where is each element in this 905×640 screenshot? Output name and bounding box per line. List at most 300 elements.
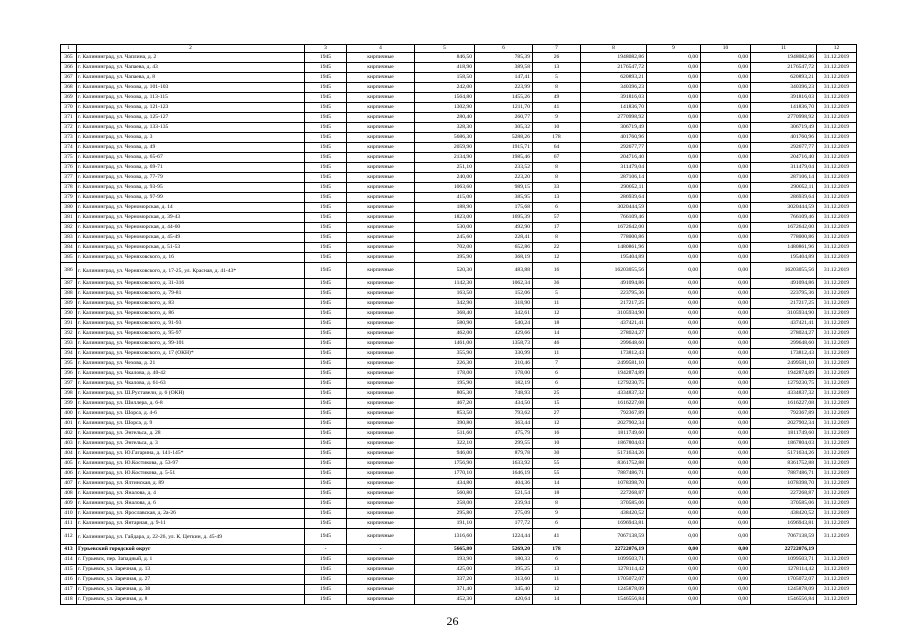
cell-residents-count: 9 [533,113,581,123]
cell-cost-col-10: 0,00 [701,349,751,359]
table-row [61,575,857,585]
cell-address: г. Калининград, ул. Чапаева, д. 8 [77,73,305,83]
cell-wall-material: кирпичные [347,103,415,113]
cell-cost-col-9: 0,00 [647,133,701,143]
cell-year-built: 1945 [305,63,347,73]
cell-row-number: 375 [61,153,77,163]
cell-year-built: 1945 [305,565,347,575]
cell-row-number: 386 [61,263,77,279]
cell-living-area: 483,88 [475,263,533,279]
cell-deadline-date: 31.12.2019 [817,479,857,489]
cell-year-built: 1945 [305,319,347,329]
cell-total-area: 467,20 [415,399,475,409]
cell-address: г. Калининград, ул. Ялтинская, д. 89 [77,479,305,489]
cell-cost-col-11: 290052,11 [751,183,817,193]
cell-deadline-date: 31.12.2019 [817,113,857,123]
cell-address: г. Калининград, ул. Ю.Костикова, д. 5-51 [77,469,305,479]
cell-cost-col-9: 0,00 [647,369,701,379]
cell-cost-col-11: 491094,86 [751,279,817,289]
cell-row-number: 382 [61,223,77,233]
cell-row-number: 377 [61,173,77,183]
cell-cost-col-9: 0,00 [647,153,701,163]
cell-row-number: 385 [61,253,77,263]
cell-cost-col-10: 0,00 [701,379,751,389]
cell-row-number: 415 [61,565,77,575]
cell-cost-col-9: 0,00 [647,319,701,329]
cell-cost-col-9: 0,00 [647,213,701,223]
cell-total-area: 2059,90 [415,143,475,153]
cell-address: г. Калининград, ул. Черноморская, д. 45-49 [77,233,305,243]
cell-total-cost: 3020444,59 [581,203,647,213]
cell-wall-material: кирпичные [347,223,415,233]
cell-row-number: 376 [61,163,77,173]
cell-deadline-date: 31.12.2019 [817,519,857,529]
cell-total-area: 511,60 [415,429,475,439]
cell-cost-col-10: 0,00 [701,565,751,575]
cell-living-area: 363,44 [475,419,533,429]
cell-cost-col-9: 0,00 [647,83,701,93]
cell-cost-col-9: 0,00 [647,253,701,263]
cell-wall-material: кирпичные [347,203,415,213]
cell-residents-count: 27 [533,409,581,419]
cell-address: г. Калининград, ул. Черняховского, д. 17 (ОКН)* [77,349,305,359]
cell-total-cost: 1811749,60 [581,429,647,439]
column-header-10: 10 [701,45,751,53]
cell-residents-count: 14 [533,479,581,489]
cell-address: г. Гурьевск, пер. Западный, д. 1 [77,555,305,565]
cell-year-built: 1945 [305,575,347,585]
table-row [61,459,857,469]
table-row [61,499,857,509]
cell-residents-count: 22 [533,243,581,253]
cell-cost-col-10: 0,00 [701,83,751,93]
table-row [61,509,857,519]
cell-address: г. Калининград, ул. Черняховского, д. 99-101 [77,339,305,349]
cell-total-area: 520,30 [415,263,475,279]
table-row [61,565,857,575]
cell-total-area: 1823,00 [415,213,475,223]
cell-cost-col-10: 0,00 [701,309,751,319]
cell-total-area: 245,60 [415,233,475,243]
cell-residents-count: 178 [533,133,581,143]
table-row [61,73,857,83]
cell-cost-col-9: 0,00 [647,565,701,575]
cell-deadline-date: 31.12.2019 [817,213,857,223]
cell-residents-count: 41 [533,529,581,545]
cell-address: г. Калининград, ул. Черняховского, д. 86 [77,309,305,319]
cell-cost-col-10: 0,00 [701,223,751,233]
cell-year-built: 1945 [305,53,347,63]
cell-residents-count: 64 [533,143,581,153]
cell-living-area: 1224,44 [475,529,533,545]
cell-cost-col-11: 5171634,26 [751,449,817,459]
cell-cost-col-10: 0,00 [701,143,751,153]
cell-total-area: 5665,80 [415,545,475,555]
cell-residents-count: 36 [533,279,581,289]
cell-total-cost: 2176547,72 [581,63,647,73]
cell-deadline-date: 31.12.2019 [817,123,857,133]
cell-address: г. Калининград, ул. Чехова, д. 113-115 [77,93,305,103]
cell-living-area: 147,41 [475,73,533,83]
cell-cost-col-10: 0,00 [701,319,751,329]
cell-year-built: 1945 [305,243,347,253]
cell-residents-count: 55 [533,469,581,479]
cell-row-number: 391 [61,319,77,329]
cell-total-area: 434,80 [415,479,475,489]
cell-total-area: 371,40 [415,585,475,595]
cell-row-number: 404 [61,449,77,459]
table-row [61,449,857,459]
cell-year-built: 1945 [305,183,347,193]
cell-deadline-date: 31.12.2019 [817,409,857,419]
cell-row-number: 398 [61,389,77,399]
cell-living-area: 434,50 [475,399,533,409]
cell-wall-material: кирпичные [347,469,415,479]
table-row [61,183,857,193]
table-row [61,153,857,163]
cell-total-area: 355,90 [415,349,475,359]
cell-address: г. Калининград, ул. Яналова, д. 4 [77,489,305,499]
cell-wall-material: кирпичные [347,279,415,289]
cell-row-number: 416 [61,575,77,585]
cell-cost-col-9: 0,00 [647,63,701,73]
cell-living-area: 1633,92 [475,459,533,469]
cell-total-cost: 286939,64 [581,193,647,203]
cell-cost-col-11: 1672642,00 [751,223,817,233]
cell-wall-material: кирпичные [347,93,415,103]
cell-year-built: 1945 [305,299,347,309]
cell-total-area: 280,40 [415,113,475,123]
cell-year-built: 1945 [305,309,347,319]
cell-residents-count: 55 [533,459,581,469]
cell-row-number: 402 [61,429,77,439]
cell-living-area: 5288,26 [475,133,533,143]
cell-cost-col-11: 278024,27 [751,329,817,339]
cell-address: г. Калининград, ул. Чехова, д. 65-67 [77,153,305,163]
cell-wall-material: кирпичные [347,489,415,499]
cell-deadline-date: 31.12.2019 [817,389,857,399]
cell-wall-material: кирпичные [347,193,415,203]
cell-residents-count: 67 [533,153,581,163]
cell-year-built: 1945 [305,233,347,243]
cell-row-number: 399 [61,399,77,409]
cell-residents-count: 12 [533,309,581,319]
cell-total-area: 946,00 [415,449,475,459]
cell-living-area: 385,95 [475,193,533,203]
cell-year-built: 1945 [305,449,347,459]
cell-deadline-date: 31.12.2019 [817,133,857,143]
table-row [61,439,857,449]
table-row [61,469,857,479]
cell-address: г. Калининград, ул. Чаплина, д. 2 [77,53,305,63]
cell-cost-col-9: 0,00 [647,299,701,309]
cell-row-number: 413 [61,545,77,555]
cell-cost-col-10: 0,00 [701,193,751,203]
cell-cost-col-10: 0,00 [701,63,751,73]
cell-deadline-date: 31.12.2019 [817,489,857,499]
cell-address: г. Калининград, ул. Черноморская, д. 51-53 [77,243,305,253]
cell-total-cost: 1480861,96 [581,243,647,253]
cell-total-cost: 5171634,26 [581,449,647,459]
cell-wall-material: кирпичные [347,509,415,519]
table-row [61,113,857,123]
cell-address: г. Калининград, ул. Ю.Гагарина, д. 141-145* [77,449,305,459]
cell-deadline-date: 31.12.2019 [817,449,857,459]
table-row [61,545,857,555]
cell-total-area: 242,00 [415,83,475,93]
cell-row-number: 372 [61,123,77,133]
cell-cost-col-10: 0,00 [701,133,751,143]
cell-year-built: 1945 [305,489,347,499]
cell-total-cost: 8361752,88 [581,459,647,469]
cell-cost-col-11: 1078398,70 [751,479,817,489]
cell-residents-count: 57 [533,213,581,223]
table-row [61,389,857,399]
cell-living-area: 152,06 [475,289,533,299]
cell-total-area: 1461,00 [415,339,475,349]
table-header-row [61,45,857,53]
cell-cost-col-10: 0,00 [701,113,751,123]
cell-cost-col-11: 7887486,71 [751,469,817,479]
cell-total-cost: 1245878,09 [581,585,647,595]
cell-residents-count: 10 [533,123,581,133]
cell-row-number: 400 [61,409,77,419]
table-row [61,203,857,213]
cell-residents-count: 178 [533,545,581,555]
cell-total-area: 188,90 [415,203,475,213]
cell-year-built: 1945 [305,499,347,509]
cell-living-area: 1985,46 [475,153,533,163]
cell-cost-col-10: 0,00 [701,459,751,469]
cell-cost-col-9: 0,00 [647,123,701,133]
cell-wall-material: кирпичные [347,73,415,83]
cell-residents-count: 30 [533,449,581,459]
cell-living-area: 879,78 [475,449,533,459]
cell-residents-count: 8 [533,499,581,509]
cell-year-built: 1945 [305,439,347,449]
cell-wall-material: кирпичные [347,263,415,279]
table-row [61,253,857,263]
cell-cost-col-9: 0,00 [647,143,701,153]
cell-total-cost: 223795,36 [581,289,647,299]
table-row [61,163,857,173]
cell-cost-col-11: 287106,14 [751,173,817,183]
cell-total-area: 462,00 [415,329,475,339]
cell-total-cost: 195404,89 [581,253,647,263]
cell-cost-col-9: 0,00 [647,53,701,63]
cell-living-area: 175,68 [475,203,533,213]
cell-total-cost: 401760,96 [581,133,647,143]
cell-cost-col-9: 0,00 [647,103,701,113]
cell-deadline-date: 31.12.2019 [817,253,857,263]
cell-address: г. Калининград, ул. Черноморская, д. 14 [77,203,305,213]
cell-living-area: 404,36 [475,479,533,489]
cell-living-area: 299,55 [475,439,533,449]
cell-residents-count: 8 [533,83,581,93]
cell-wall-material: кирпичные [347,519,415,529]
cell-cost-col-11: 1705072,07 [751,575,817,585]
cell-residents-count: 9 [533,509,581,519]
cell-wall-material: кирпичные [347,163,415,173]
cell-year-built: 1945 [305,389,347,399]
cell-cost-col-11: 217217,25 [751,299,817,309]
cell-deadline-date: 31.12.2019 [817,319,857,329]
cell-residents-count: 6 [533,369,581,379]
cell-cost-col-10: 0,00 [701,163,751,173]
cell-address: Гурьевский городской округ [77,545,305,555]
cell-residents-count: 12 [533,253,581,263]
cell-cost-col-9: 0,00 [647,409,701,419]
cell-total-area: 191,10 [415,519,475,529]
cell-residents-count: 17 [533,223,581,233]
cell-cost-col-11: 1099503,71 [751,555,817,565]
cell-address: г. Гурьевск, ул. Заречная, д. 13 [77,565,305,575]
table-row [61,123,857,133]
cell-row-number: 379 [61,193,77,203]
table-row [61,585,857,595]
cell-cost-col-11: 391816,03 [751,93,817,103]
cell-cost-col-9: 0,00 [647,419,701,429]
cell-cost-col-9: 0,00 [647,509,701,519]
cell-wall-material: кирпичные [347,233,415,243]
cell-deadline-date: 31.12.2019 [817,595,857,605]
cell-cost-col-10: 0,00 [701,555,751,565]
cell-deadline-date: 31.12.2019 [817,459,857,469]
cell-deadline-date: 31.12.2019 [817,529,857,545]
cell-cost-col-10: 0,00 [701,595,751,605]
cell-total-area: 158,50 [415,73,475,83]
table-row [61,379,857,389]
cell-cost-col-9: 0,00 [647,489,701,499]
cell-cost-col-10: 0,00 [701,339,751,349]
cell-living-area: 1062,34 [475,279,533,289]
cell-deadline-date: 31.12.2019 [817,585,857,595]
cell-wall-material: кирпичные [347,153,415,163]
cell-row-number: 369 [61,93,77,103]
cell-wall-material: кирпичные [347,389,415,399]
cell-living-area: 989,15 [475,183,533,193]
cell-total-cost: 287106,14 [581,173,647,183]
table-row [61,233,857,243]
cell-residents-count: 46 [533,339,581,349]
cell-cost-col-11: 1948082,86 [751,53,817,63]
table-row [61,419,857,429]
cell-total-cost: 299648,60 [581,339,647,349]
table-row [61,93,857,103]
cell-living-area: 389,58 [475,63,533,73]
cell-address: г. Калининград, ул. Ю.Костикова, д. 53-97 [77,459,305,469]
cell-total-cost: 16203055,56 [581,263,647,279]
cell-cost-col-9: 0,00 [647,359,701,369]
cell-wall-material: кирпичные [347,349,415,359]
cell-living-area: 1358,73 [475,339,533,349]
cell-deadline-date: 31.12.2019 [817,429,857,439]
cell-total-cost: 2027902,34 [581,419,647,429]
cell-row-number: 417 [61,585,77,595]
cell-living-area: 475,79 [475,429,533,439]
cell-residents-count: 33 [533,183,581,193]
cell-deadline-date: 31.12.2019 [817,53,857,63]
cell-address: г. Калининград, ул. Ш.Руставели, д. 6 (ОКН) [77,389,305,399]
cell-total-area: 390,80 [415,419,475,429]
cell-address: г. Калининград, ул. Чехова, д. 21 [77,359,305,369]
cell-row-number: 407 [61,479,77,489]
cell-deadline-date: 31.12.2019 [817,499,857,509]
cell-residents-count: 5 [533,73,581,83]
cell-address: г. Калининград, ул. Чапаева, д. 43 [77,63,305,73]
cell-year-built: 1945 [305,479,347,489]
cell-row-number: 410 [61,509,77,519]
table-row [61,289,857,299]
table-row [61,83,857,93]
cell-cost-col-11: 778000,86 [751,233,817,243]
cell-total-cost: 204716,40 [581,153,647,163]
cell-total-area: 322,10 [415,439,475,449]
cell-cost-col-10: 0,00 [701,203,751,213]
cell-address: г. Калининград, ул. Черняховского, д. 79-81 [77,289,305,299]
table-row [61,63,857,73]
cell-cost-col-11: 4334837,32 [751,389,817,399]
cell-cost-col-9: 0,00 [647,93,701,103]
cell-address: г. Гурьевск, ул. Заречная, д. 27 [77,575,305,585]
cell-living-area: 1695,39 [475,213,533,223]
cell-wall-material: кирпичные [347,253,415,263]
cell-cost-col-11: 3020444,59 [751,203,817,213]
register-table-container [60,44,856,605]
cell-row-number: 368 [61,83,77,93]
cell-deadline-date: 31.12.2019 [817,469,857,479]
cell-wall-material: кирпичные [347,449,415,459]
cell-cost-col-11: 16203055,56 [751,263,817,279]
cell-total-cost: 1546556,84 [581,595,647,605]
cell-cost-col-11: 3105934,90 [751,309,817,319]
cell-cost-col-9: 0,00 [647,469,701,479]
cell-deadline-date: 31.12.2019 [817,379,857,389]
cell-cost-col-10: 0,00 [701,509,751,519]
cell-row-number: 394 [61,349,77,359]
cell-year-built: 1945 [305,93,347,103]
cell-row-number: 380 [61,203,77,213]
cell-living-area: 345,40 [475,585,533,595]
cell-living-area: 521,54 [475,489,533,499]
cell-cost-col-10: 0,00 [701,359,751,369]
cell-row-number: 414 [61,555,77,565]
cell-wall-material: кирпичные [347,595,415,605]
cell-wall-material: кирпичные [347,409,415,419]
cell-living-area: 182,19 [475,379,533,389]
cell-wall-material: кирпичные [347,143,415,153]
cell-residents-count: 13 [533,63,581,73]
cell-total-area: 560,80 [415,489,475,499]
table-row [61,319,857,329]
table-row [61,173,857,183]
cell-row-number: 392 [61,329,77,339]
cell-cost-col-10: 0,00 [701,529,751,545]
cell-total-cost: 217217,25 [581,299,647,309]
cell-deadline-date: 31.12.2019 [817,309,857,319]
column-header-6: 6 [475,45,533,53]
cell-total-area: 5686,30 [415,133,475,143]
cell-total-area: 846,50 [415,53,475,63]
cell-address: г. Гурьевск, ул. Заречная, д. 8 [77,595,305,605]
cell-residents-count: 11 [533,299,581,309]
cell-cost-col-11: 370585,06 [751,499,817,509]
cell-total-cost: 7887486,71 [581,469,647,479]
cell-residents-count: 10 [533,439,581,449]
cell-cost-col-9: 0,00 [647,263,701,279]
cell-wall-material: кирпичные [347,359,415,369]
cell-row-number: 411 [61,519,77,529]
